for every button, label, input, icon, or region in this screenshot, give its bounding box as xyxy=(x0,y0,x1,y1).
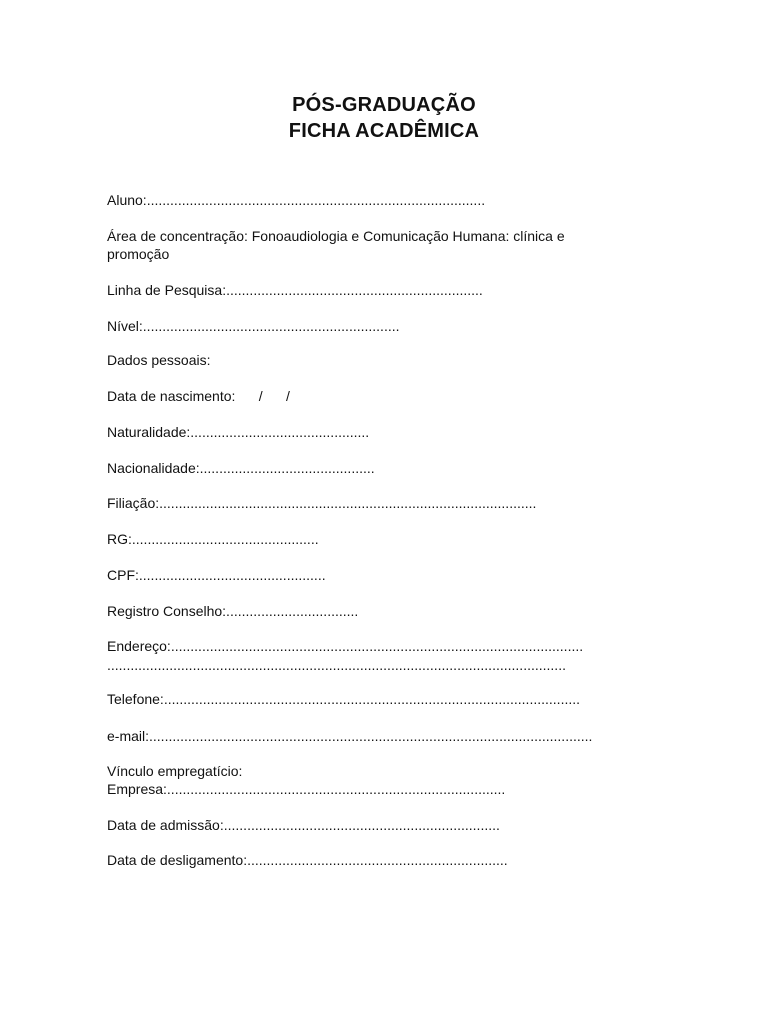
field-data-admissao: Data de admissão:....................................................................... xyxy=(107,817,500,833)
section-dados-pessoais: Dados pessoais: xyxy=(107,352,211,368)
field-email: e-mail:.................................................................................................................. xyxy=(107,728,593,744)
field-data-nascimento: Data de nascimento: / / xyxy=(107,388,290,404)
field-endereco-line1: Endereço:.......................................................................................................... xyxy=(107,638,584,654)
title-pos-graduacao: PÓS-GRADUAÇÃO xyxy=(292,94,476,116)
field-area-concentracao-line1: Área de concentração: Fonoaudiologia e Comunicação Humana: clínica e xyxy=(107,228,565,244)
field-aluno: Aluno:....................................................................................... xyxy=(107,192,486,208)
field-nacionalidade: Nacionalidade:............................................. xyxy=(107,460,375,476)
field-registro-conselho: Registro Conselho:.................................. xyxy=(107,603,359,619)
field-endereco-line2: ...................................................................................................................... xyxy=(107,657,566,673)
field-data-desligamento: Data de desligamento:................................................................... xyxy=(107,852,508,868)
field-area-concentracao-line2: promoção xyxy=(107,246,170,262)
title-ficha-academica: FICHA ACADÊMICA xyxy=(288,120,480,142)
field-cpf: CPF:................................................ xyxy=(107,567,326,583)
field-rg: RG:................................................ xyxy=(107,531,319,547)
field-empresa: Empresa:....................................................................................... xyxy=(107,781,506,797)
field-linha-pesquisa: Linha de Pesquisa:.................................................................. xyxy=(107,282,483,298)
field-nivel: Nível:.................................................................. xyxy=(107,318,400,334)
field-naturalidade: Naturalidade:.............................................. xyxy=(107,424,370,440)
field-filiacao: Filiação:................................................................................................. xyxy=(107,495,537,511)
section-vinculo-empregaticio: Vínculo empregatício: xyxy=(107,763,243,779)
field-telefone: Telefone:........................................................................................................... xyxy=(107,691,581,707)
